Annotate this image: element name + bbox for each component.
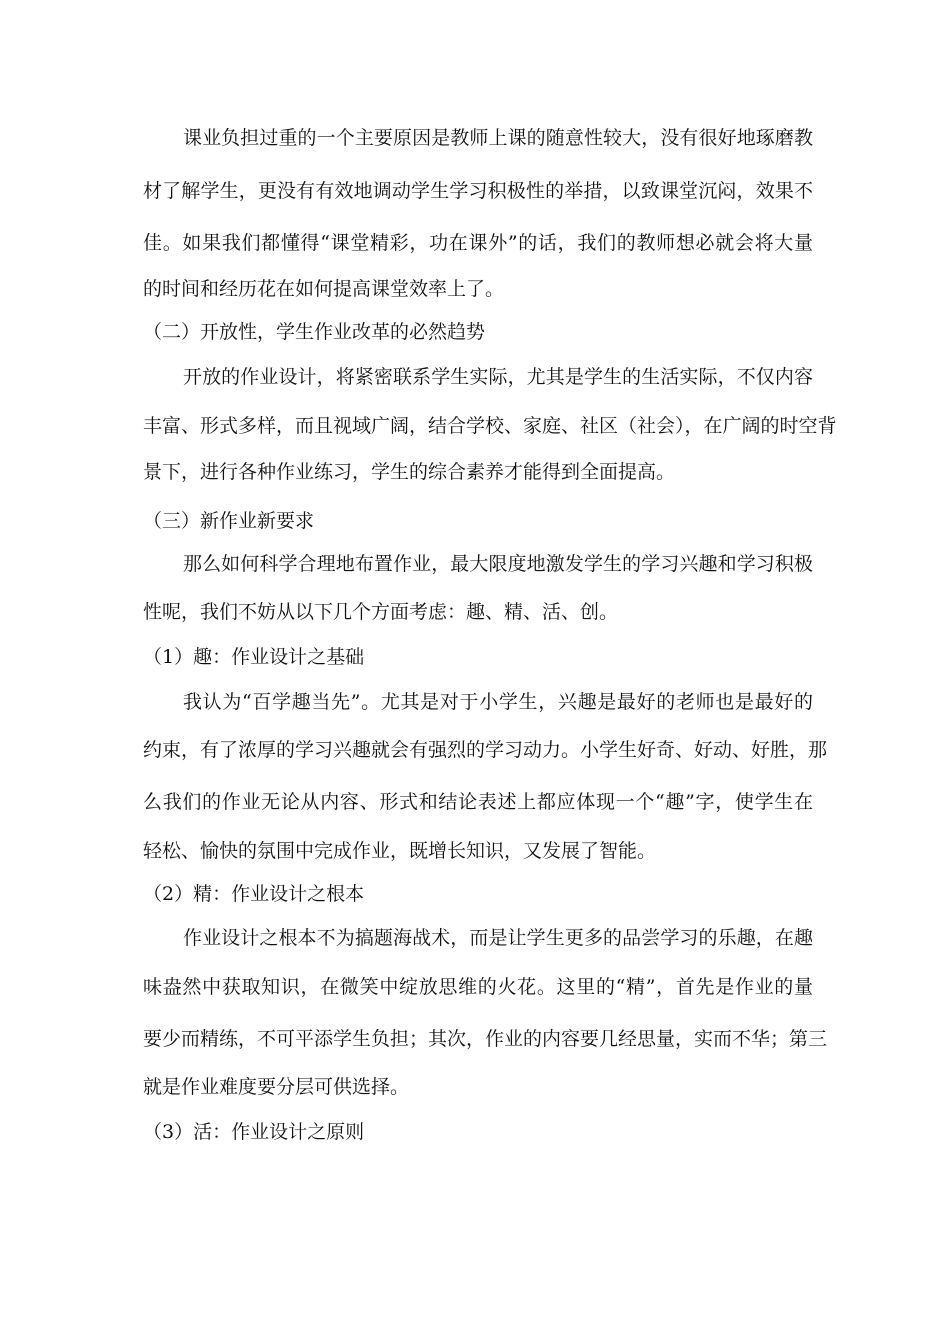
paragraph-5-line-2: 味盎然中获取知识，在微笑中绽放思维的火花。这里的“精”，首先是作业的量 xyxy=(143,976,813,998)
paragraph-3-line-2: 性呢，我们不妨从以下几个方面考虑：趣、精、活、创。 xyxy=(143,601,619,623)
paragraph-1-line-3: 佳。如果我们都懂得“课堂精彩，功在课外”的话，我们的教师想必就会将大量 xyxy=(143,232,813,254)
paragraph-5-line-1: 作业设计之根本不为搞题海战术，而是让学生更多的品尝学习的乐趣，在趣 xyxy=(183,927,813,949)
section-heading-3: （三）新作业新要求 xyxy=(143,510,315,532)
paragraph-2-line-3: 景下，进行各种作业练习，学生的综合素养才能得到全面提高。 xyxy=(143,461,676,483)
paragraph-1-line-4: 的时间和经历花在如何提高课堂效率上了。 xyxy=(143,278,505,300)
paragraph-4-line-2: 约束，有了浓厚的学习兴趣就会有强烈的学习动力。小学生好奇、好动、好胜，那 xyxy=(143,739,828,761)
subsection-heading-1: （1）趣：作业设计之基础 xyxy=(143,646,365,668)
subsection-heading-2: （2）精：作业设计之根本 xyxy=(143,883,365,905)
paragraph-2-line-2: 丰富、形式多样，而且视域广阔，结合学校、家庭、社区（社会），在广阔的时空背 xyxy=(143,415,837,437)
paragraph-1-line-1: 课业负担过重的一个主要原因是教师上课的随意性较大，没有很好地琢磨教 xyxy=(183,127,813,149)
paragraph-4-line-3: 么我们的作业无论从内容、形式和结论表述上都应体现一个“趣”字，使学生在 xyxy=(143,791,813,813)
paragraph-4-line-4: 轻松、愉快的氛围中完成作业，既增长知识，又发展了智能。 xyxy=(143,840,657,862)
paragraph-5-line-3: 要少而精练，不可平添学生负担；其次，作业的内容要几经思量，实而不华；第三 xyxy=(143,1028,828,1050)
section-heading-2: （二）开放性，学生作业改革的必然趋势 xyxy=(143,321,486,343)
paragraph-3-line-1: 那么如何科学合理地布置作业，最大限度地激发学生的学习兴趣和学习积极 xyxy=(183,553,813,575)
paragraph-1-line-2: 材了解学生，更没有有效地调动学生学习积极性的举措，以致课堂沉闷，效果不 xyxy=(143,180,813,202)
paragraph-2-line-1: 开放的作业设计，将紧密联系学生实际，尤其是学生的生活实际，不仅内容 xyxy=(183,366,813,388)
subsection-heading-3: （3）活：作业设计之原则 xyxy=(143,1121,365,1143)
paragraph-4-line-1: 我认为“百学趣当先”。尤其是对于小学生，兴趣是最好的老师也是最好的 xyxy=(183,691,813,713)
paragraph-5-line-4: 就是作业难度要分层可供选择。 xyxy=(143,1076,410,1098)
